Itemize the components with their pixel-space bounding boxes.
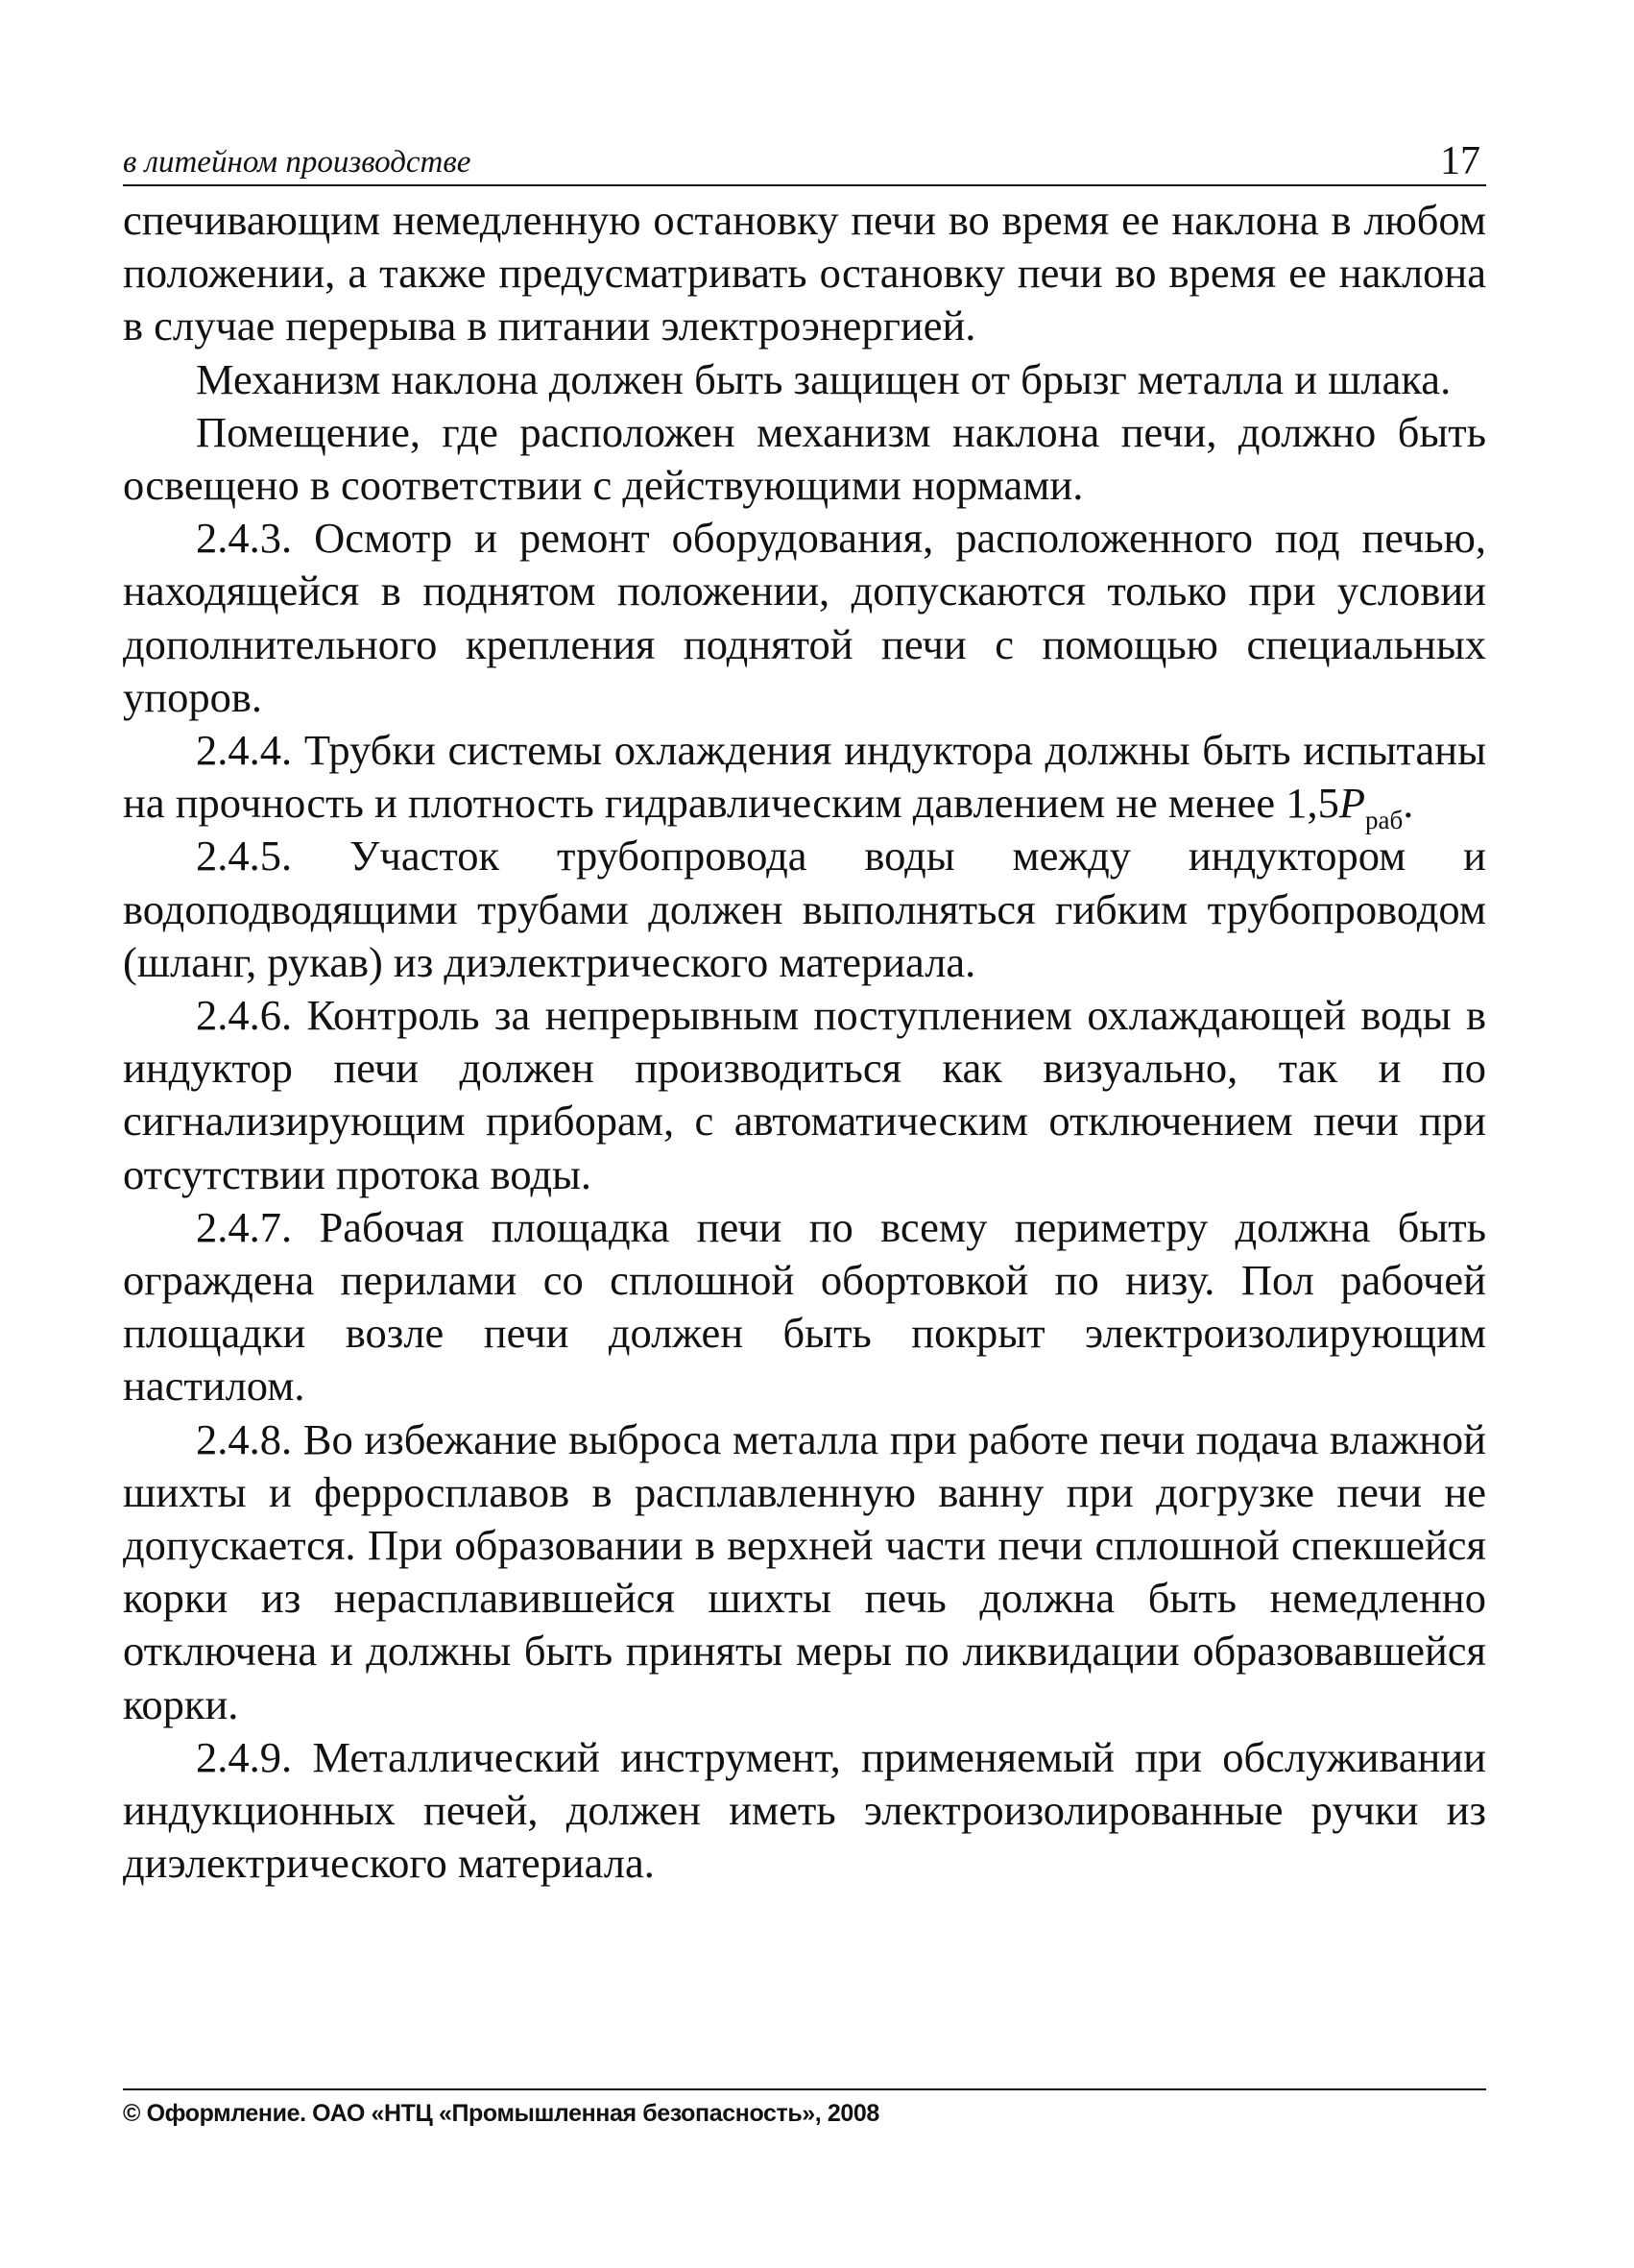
paragraph-text: 2.4.4. Трубки системы охлаждения индуктора должны быть испытаны на прочность и плотность гидравлическим давлением не менее 1,5 (123, 726, 1486, 828)
running-title: в литейном производстве (123, 145, 471, 180)
paragraph: 2.4.9. Металлический инструмент, применяемый при обслуживании индукционных печей, должен иметь электроизолированные ручки из диэлектрического материала. (123, 1732, 1486, 1888)
running-header (123, 134, 1486, 186)
copyright-footer (123, 2088, 1486, 2128)
paragraph: 2.4.8. Во избежание выброса металла при работе печи подача влажной шихты и ферросплавов в расплавленную ванну при догрузке печи не допускается. При образовании в верхней части печи сплошной спекшейся корки из нерасплавившейся шихты печь должна быть немедленно отключена и должны быть приняты меры по ликвидации образовавшейся корки. (123, 1414, 1486, 1728)
paragraph: 2.4.6. Контроль за непрерывным поступлением охлаждающей воды в индуктор печи должен производиться как визуально, так и по сигнализирующим приборам, с автоматическим отключением печи при отсутствии протока воды. (123, 991, 1486, 1198)
paragraph: 2.4.5. Участок трубопровода воды между индуктором и водоподводящими трубами должен выполняться гибким трубопроводом (шланг, рукав) из диэлектрического материала. (123, 832, 1486, 986)
body-text (123, 194, 1486, 1891)
paragraph: 2.4.7. Рабочая площадка печи по всему периметру должна быть ограждена перилами со сплошной обортовкой по низу. Пол рабочей площадки возле печи должен быть покрыт электроизолирующим настилом. (123, 1202, 1486, 1411)
paragraph: 2.4.3. Осмотр и ремонт оборудования, расположенного под печью, находящейся в поднятом положении, допускаются только при условии дополнительного крепления поднятой печи с помощью специальных упоров. (123, 514, 1486, 721)
pressure-symbol: P (1338, 779, 1366, 828)
document-page (123, 134, 1486, 1891)
page-number: 17 (1440, 139, 1480, 183)
copyright-text: © Оформление. ОАО «НТЦ «Промышленная безопасность», 2008 (123, 2100, 879, 2127)
paragraph: Механизм наклона должен быть защищен от брызг металла и шлака. (196, 354, 1452, 403)
paragraph: Помещение, где расположен механизм наклона печи, должно быть освещено в соответствии с действующими нормами. (123, 407, 1486, 510)
paragraph: спечивающим немедленную остановку печи во время ее наклона в любом положении, а также предусматривать остановку печи во время ее наклона в случае перерыва в питании электроэнергией. (123, 196, 1486, 350)
pressure-subscript: раб (1365, 806, 1404, 835)
paragraph-with-formula (123, 724, 1486, 835)
paragraph-text-end: . (1403, 779, 1414, 828)
